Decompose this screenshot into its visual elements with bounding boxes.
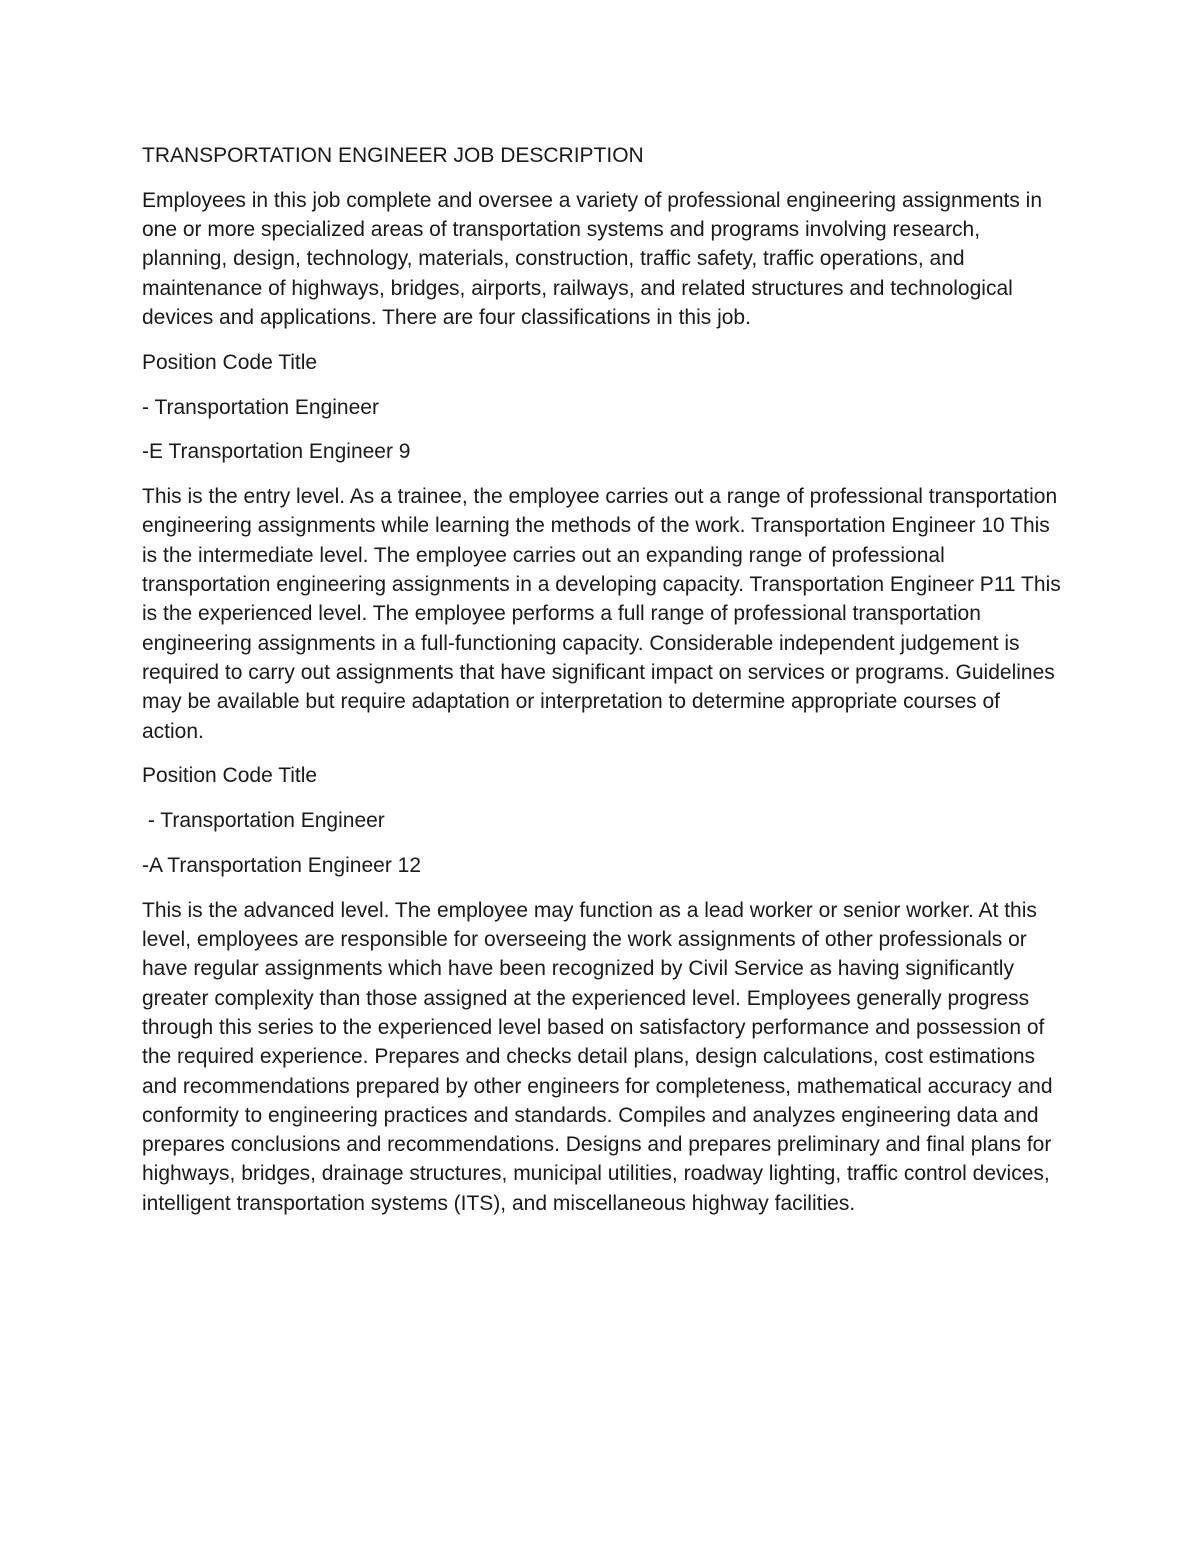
section2-position-line: - Transportation Engineer bbox=[142, 809, 385, 833]
intro-paragraph: Employees in this job complete and oversee a variety of professional engineering assignments in one or more specialized areas of transportation systems and programs involving research, planning, design, technology, materials, construction, traffic safety, traffic operations, and maintenance of highways, bridges, airports, railways, and related structures and technological devices and applications. There are four classifications in this job. bbox=[142, 188, 1043, 329]
section2-position-line: -A Transportation Engineer 12 bbox=[142, 853, 422, 877]
section1-position-line: -E Transportation Engineer 9 bbox=[142, 440, 411, 464]
document-title: TRANSPORTATION ENGINEER JOB DESCRIPTION bbox=[142, 144, 644, 167]
document-page bbox=[142, 141, 1062, 1234]
section1-body-paragraph: This is the entry level. As a trainee, the employee carries out a range of professional transportation engineering assignments while learning the methods of the work. Transportation Engineer 10 This is the intermediate level. The employee carries out an expanding range of professional transportation engineering assignments in a developing capacity. Transportation Engineer P11 This is the experienced level. The employee performs a full range of professional transportation engineering assignments in a full-functioning capacity. Considerable independent judgement is required to carry out assignments that have significant impact on services or programs. Guidelines may be available but require adaptation or interpretation to determine appropriate courses of action. bbox=[142, 485, 1061, 743]
section1-position-line: - Transportation Engineer bbox=[142, 395, 379, 419]
section1-header: Position Code Title bbox=[142, 350, 318, 374]
section2-header: Position Code Title bbox=[142, 764, 318, 788]
section2-body-paragraph: This is the advanced level. The employee may function as a lead worker or senior worker. At this level, employees are responsible for overseeing the work assignments of other professionals or have regular assignments which have been recognized by Civil Service as having significantly greater complexity than those assigned at the experienced level. Employees generally progress through this series to the experienced level based on satisfactory performance and possession of the required experience. Prepares and checks detail plans, design calculations, cost estimations and recommendations prepared by other engineers for completeness, mathematical accuracy and conformity to engineering practices and standards. Compiles and analyzes engineering data and prepares conclusions and recommendations. Designs and prepares preliminary and final plans for highways, bridges, drainage structures, municipal utilities, roadway lighting, traffic control devices, intelligent transportation systems (ITS), and miscellaneous highway facilities. bbox=[142, 898, 1053, 1215]
